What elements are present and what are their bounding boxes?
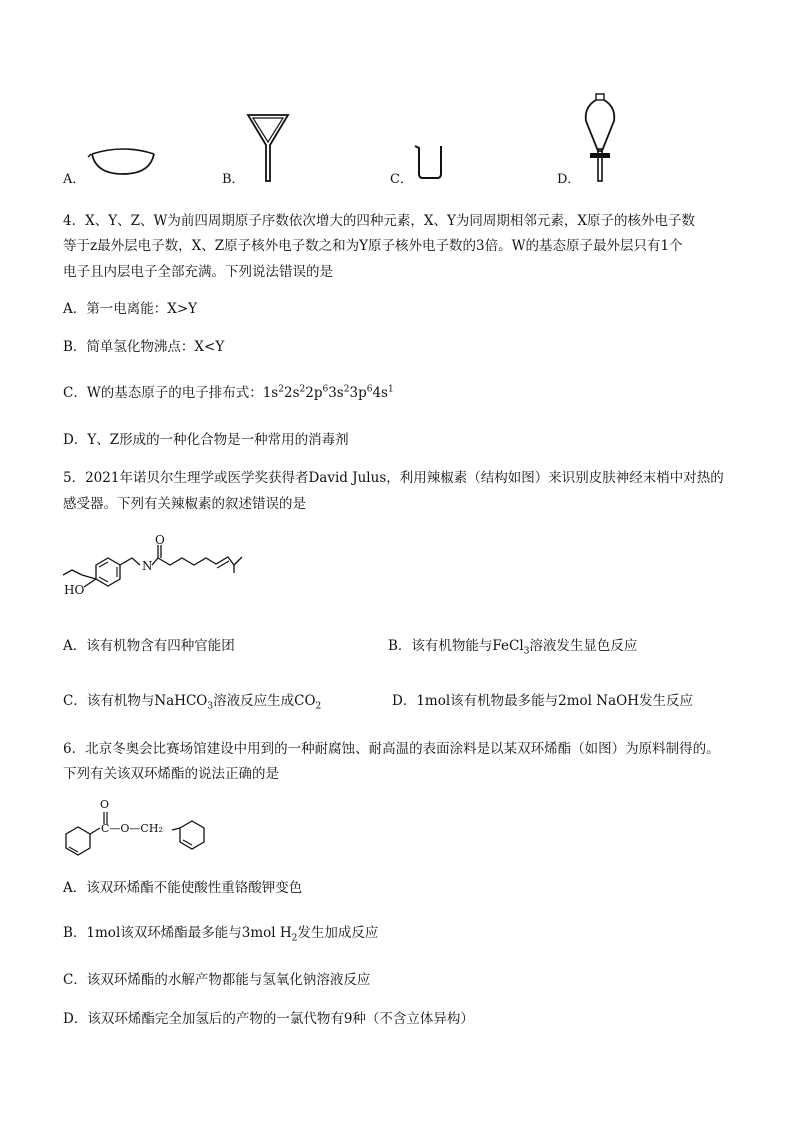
q5-option-a: A．该有机物含有四种官能团 bbox=[63, 638, 235, 654]
capsaicin-structure bbox=[60, 535, 260, 605]
q6-option-d: D．该双环烯酯完全加氢后的产物的一氯代物有9种（不含立体异构） bbox=[63, 1011, 474, 1027]
evaporating-dish-icon bbox=[88, 146, 158, 178]
q6-stem-line-1: 6．北京冬奥会比赛场馆建设中用到的一种耐腐蚀、耐高温的表面涂料是以某双环烯酯（如图）为原料制得的。 bbox=[63, 741, 720, 757]
separatory-funnel-icon bbox=[582, 93, 618, 185]
q3-option-d-label: D． bbox=[557, 172, 581, 187]
q5-option-b: B．该有机物能与FeCl$_3$溶液发生显色反应 bbox=[388, 638, 638, 657]
q4-stem-line-2: 等于z最外层电子数，X、Z原子核外电子数之和为Y原子核外电子数的3倍。W的基态原子最外层只有1个 bbox=[63, 238, 683, 254]
q4-option-c bbox=[63, 381, 394, 401]
q4-option-b: B．简单氢化物沸点：X<Y bbox=[63, 339, 225, 355]
q4-option-d: D．Y、Z形成的一种化合物是一种常用的消毒剂 bbox=[63, 432, 349, 448]
bicyclic-ester-structure bbox=[60, 800, 220, 860]
ester-linkage-label: C—O—CH₂ bbox=[101, 822, 163, 835]
q5-option-c: C．该有机物与NaHCO$_3$溶液反应生成$CO_2$ bbox=[63, 693, 322, 712]
hydroxyl-bond bbox=[60, 535, 120, 605]
q5-option-d: D．1mol该有机物最多能与2mol NaOH发生反应 bbox=[392, 693, 693, 709]
beaker-icon bbox=[414, 144, 444, 180]
ester-carbonyl-oxygen: O bbox=[100, 798, 110, 811]
q3-option-b-label: B． bbox=[222, 172, 245, 187]
nitrogen-label: N bbox=[142, 559, 153, 573]
q3-option-a-label: A． bbox=[63, 172, 86, 187]
q6-option-b: B．1mol该双环烯酯最多能与3mol $H_2$发生加成反应 bbox=[63, 925, 379, 944]
q5-stem-line-1: 5．2021年诺贝尔生理学或医学奖获得者David Julus，利用辣椒素（结构如图）来识别皮肤神经末梢中对热的 bbox=[63, 470, 724, 486]
electron-configuration: $1s^22s^22p^63s^23p^64s^1$ bbox=[262, 384, 394, 401]
q4-stem-line-1: 4．X、Y、Z、W为前四周期原子序数依次增大的四种元素，X、Y为同周期相邻元素，X原子的核外电子数 bbox=[63, 213, 696, 229]
q3-option-c-label: C． bbox=[390, 172, 413, 187]
q6-stem-line-2: 下列有关该双环烯酯的说法正确的是 bbox=[63, 766, 279, 782]
q6-option-c: C．该双环烯酯的水解产物都能与氢氧化钠溶液反应 bbox=[63, 972, 371, 988]
q6-option-a: A．该双环烯酯不能使酸性重铬酸钾变色 bbox=[63, 880, 303, 896]
q4-option-c-prefix: C．W的基态原子的电子排布式： bbox=[63, 385, 263, 401]
q4-stem-line-3: 电子且内层电子全部充满。下列说法错误的是 bbox=[63, 264, 333, 280]
carbonyl-oxygen-label: O bbox=[155, 533, 165, 547]
q5-stem-line-2: 感受器。下列有关辣椒素的叙述错误的是 bbox=[63, 496, 306, 512]
hydroxyl-label: HO bbox=[64, 583, 85, 597]
q4-option-a: A．第一电离能：X>Y bbox=[63, 301, 198, 317]
funnel-icon bbox=[245, 113, 291, 183]
